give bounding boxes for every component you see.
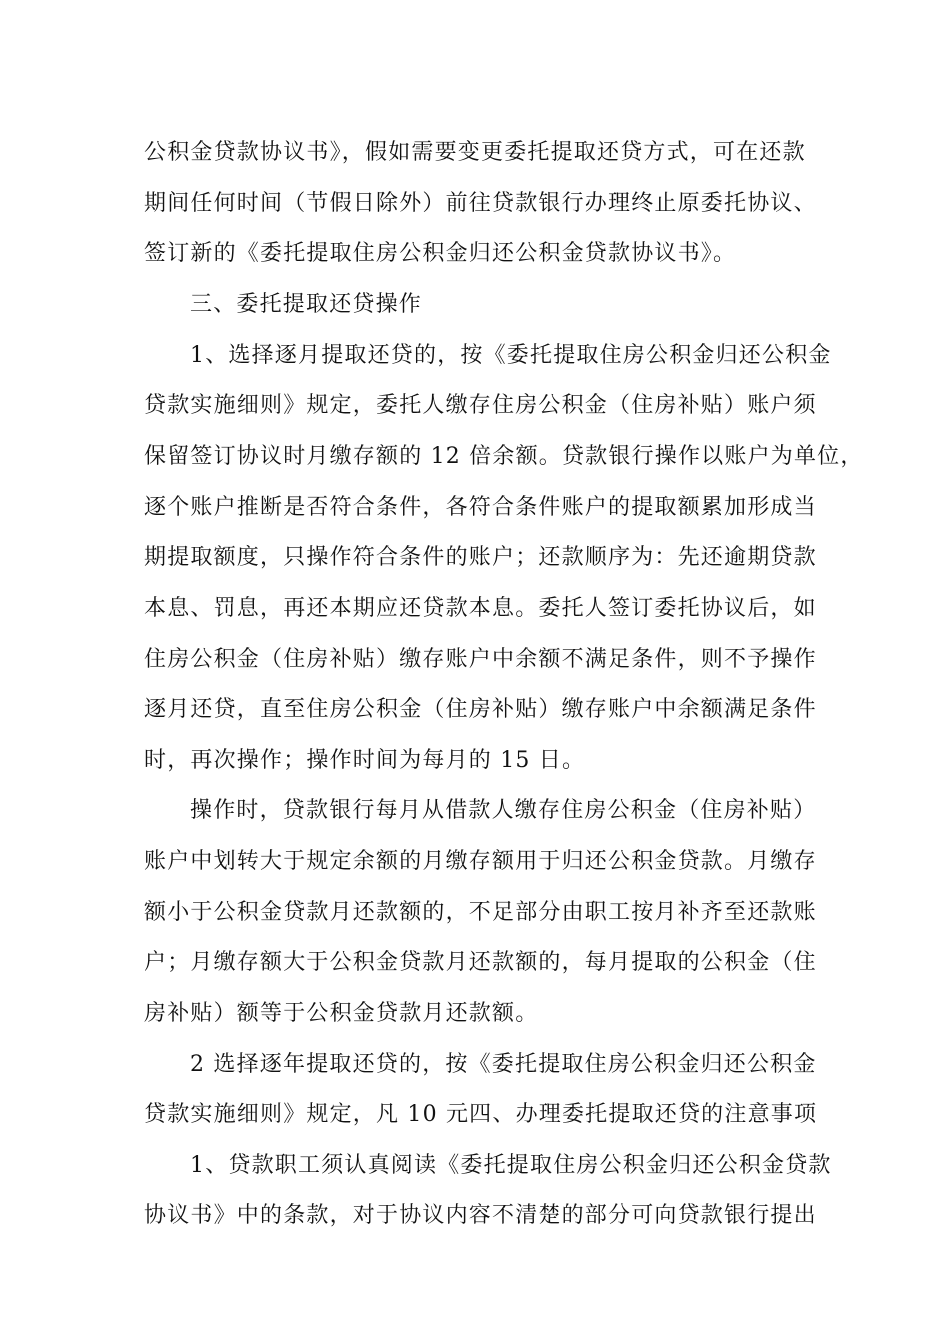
text-line: 时，再次操作；操作时间为每月的 15 日。 bbox=[144, 748, 586, 773]
text-line: 保留签订协议时月缴存额的 12 倍余额。贷款银行操作以账户为单位， bbox=[144, 444, 864, 469]
text-line: 期提取额度，只操作符合条件的账户；还款顺序为：先还逾期贷款 bbox=[144, 545, 817, 570]
text-line: 逐月还贷，直至住房公积金（住房补贴）缴存账户中余额满足条件 bbox=[144, 697, 817, 722]
text-line: 1、选择逐月提取还贷的，按《委托提取住房公积金归还公积金 bbox=[190, 343, 832, 368]
text-line: 住房公积金（住房补贴）缴存账户中余额不满足条件，则不予操作 bbox=[144, 647, 817, 672]
text-line: 2 选择逐年提取还贷的，按《委托提取住房公积金归还公积金 bbox=[190, 1052, 817, 1077]
text-line: 操作时，贷款银行每月从借款人缴存住房公积金（住房补贴） bbox=[190, 798, 817, 823]
text-line: 公积金贷款协议书》，假如需要变更委托提取还贷方式，可在还款 bbox=[144, 140, 806, 165]
text-line: 逐个账户推断是否符合条件，各符合条件账户的提取额累加形成当 bbox=[144, 495, 817, 520]
text-line: 签订新的《委托提取住房公积金归还公积金贷款协议书》。 bbox=[144, 241, 737, 266]
text-line: 账户中划转大于规定余额的月缴存额用于归还公积金贷款。月缴存 bbox=[144, 849, 817, 874]
text-line: 房补贴）额等于公积金贷款月还款额。 bbox=[144, 1001, 539, 1026]
section-heading: 三、委托提取还贷操作 bbox=[190, 292, 423, 317]
text-line: 协议书》中的条款，对于协议内容不清楚的部分可向贷款银行提出 bbox=[144, 1203, 817, 1228]
text-line: 本息、罚息，再还本期应还贷款本息。委托人签订委托协议后，如 bbox=[144, 596, 817, 621]
text-line: 期间任何时间（节假日除外）前往贷款银行办理终止原委托协议、 bbox=[144, 191, 817, 216]
text-line: 户；月缴存额大于公积金贷款月还款额的，每月提取的公积金（住 bbox=[144, 950, 817, 975]
text-line: 额小于公积金贷款月还款额的，不足部分由职工按月补齐至还款账 bbox=[144, 900, 817, 925]
text-line: 1、贷款职工须认真阅读《委托提取住房公积金归还公积金贷款 bbox=[190, 1153, 832, 1178]
text-line: 贷款实施细则》规定，委托人缴存住房公积金（住房补贴）账户须 bbox=[144, 393, 817, 418]
text-line: 贷款实施细则》规定，凡 10 元四、办理委托提取还贷的注意事项 bbox=[144, 1102, 818, 1127]
